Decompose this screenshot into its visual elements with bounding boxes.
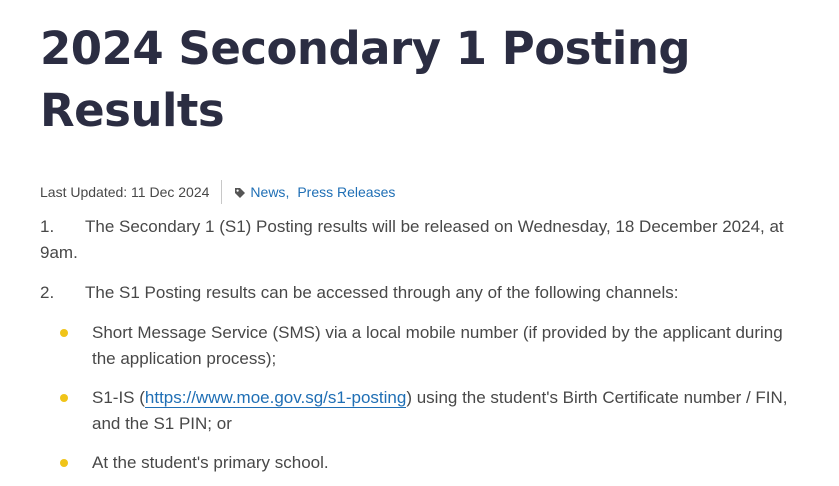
tag-link-news[interactable]: News [250, 184, 286, 200]
list-item-text: At the student's primary school. [92, 453, 329, 472]
paragraph-2 [40, 280, 810, 306]
list-item [60, 320, 810, 372]
paragraph-text: The Secondary 1 (S1) Posting results will be released on Wednesday, 18 December 2024, at 9am. [40, 217, 784, 262]
tag-separator: , [285, 184, 290, 200]
bullet-dot-icon [60, 459, 68, 467]
paragraph-text: The S1 Posting results can be accessed through any of the following channels: [85, 283, 679, 302]
paragraph-number: 1. [40, 217, 55, 236]
s1-posting-link[interactable]: https://www.moe.gov.sg/s1-posting [144, 388, 407, 407]
channels-list [40, 320, 810, 476]
list-item-text: Short Message Service (SMS) via a local mobile number (if provided by the applicant during the application process); [92, 323, 783, 368]
paragraph-1 [40, 214, 810, 266]
last-updated-text: Last Updated: 11 Dec 2024 [40, 184, 210, 200]
tag-icon [234, 186, 246, 198]
page-title: 2024 Secondary 1 Posting Results [40, 22, 691, 137]
article-body [40, 214, 810, 476]
list-item [60, 450, 810, 476]
paragraph-number: 2. [40, 283, 55, 302]
article-meta [40, 180, 839, 204]
tag-link-press-releases[interactable]: Press Releases [297, 184, 396, 200]
bullet-dot-icon [60, 394, 68, 402]
list-item-prefix: S1-IS ( [92, 388, 145, 407]
list-item [60, 385, 810, 437]
meta-divider [221, 180, 222, 204]
bullet-dot-icon [60, 329, 68, 337]
list-item-suffix: ) using the student's Birth Certificate number / FIN, and the S1 PIN; or [92, 388, 788, 433]
